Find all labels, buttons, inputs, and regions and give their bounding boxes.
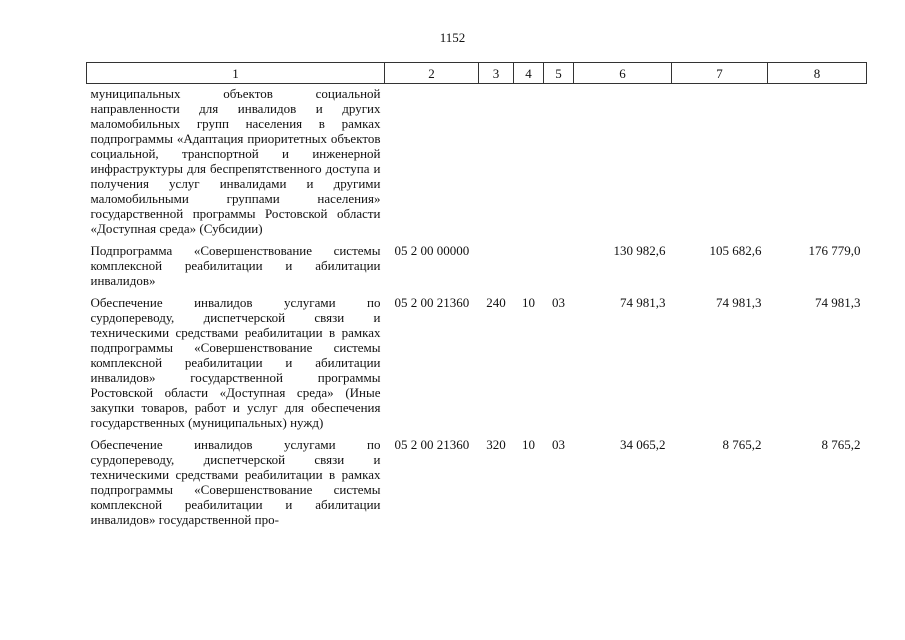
row-col6 (574, 84, 672, 244)
row-col7 (672, 84, 768, 244)
column-header: 3 (479, 63, 514, 84)
budget-table (86, 62, 867, 534)
row-col8: 74 981,3 (815, 295, 861, 310)
table-row (87, 84, 867, 244)
table-row (87, 437, 867, 534)
row-col6: 74 981,3 (620, 295, 666, 310)
column-header: 6 (574, 63, 672, 84)
row-code: 05 2 00 21360 (394, 295, 470, 310)
column-header: 2 (385, 63, 479, 84)
row-col7: 8 765,2 (722, 437, 762, 452)
table-header-row (87, 63, 867, 84)
row-code: 05 2 00 00000 (394, 243, 470, 258)
table-row (87, 295, 867, 437)
row-code (385, 84, 479, 244)
row-col3 (479, 84, 514, 244)
row-col5: 03 (552, 437, 565, 452)
row-col3: 320 (486, 437, 506, 452)
row-col4: 10 (522, 437, 535, 452)
row-col8 (768, 84, 867, 244)
row-col4 (514, 84, 544, 244)
row-col5 (544, 84, 574, 244)
row-col5: 03 (552, 295, 565, 310)
column-header: 7 (672, 63, 768, 84)
table-row (87, 243, 867, 295)
page-number: 1152 (439, 30, 466, 45)
row-col8: 176 779,0 (808, 243, 861, 258)
row-col7: 74 981,3 (716, 295, 762, 310)
row-col6: 34 065,2 (620, 437, 666, 452)
row-code: 05 2 00 21360 (394, 437, 470, 452)
row-col4: 10 (522, 295, 535, 310)
column-header: 5 (544, 63, 574, 84)
row-description: муниципальных объектов социальной направленности для инвалидов и других маломобильных групп населения в рамках подпрограммы «Адаптация приоритетных объектов социальной, транспортной и инженерной инфраструктуры для беспрепятственного доступа и получения услуг инвалидами и другими маломобильными группами населения» государственной программы Ростовской области «Доступная среда» (Субсидии) (90, 86, 381, 236)
row-description: Обеспечение инвалидов услугами по сурдопереводу, диспетчерской связи и техническими средствами реабилитации в рамках подпрограммы «Совершенствование системы комплексной реабилитации и абилитации инвалидов» государственной про- (90, 437, 381, 527)
row-description: Подпрограмма «Совершенствование системы комплексной реабилитации и абилитации инвалидов» (90, 243, 381, 288)
row-col4 (514, 243, 544, 295)
row-col5 (544, 243, 574, 295)
row-description: Обеспечение инвалидов услугами по сурдопереводу, диспетчерской связи и техническими средствами реабилитации в рамках подпрограммы «Совершенствование системы комплексной реабилитации и абилитации инвалидов» государственной программы Ростовской области «Доступная среда» (Иные закупки товаров, работ и услуг для обеспечения государственных (муниципальных) нужд) (90, 295, 381, 430)
column-header: 4 (514, 63, 544, 84)
row-col8: 8 765,2 (821, 437, 861, 452)
row-col3 (479, 243, 514, 295)
row-col3: 240 (486, 295, 506, 310)
row-col7: 105 682,6 (709, 243, 762, 258)
column-header: 1 (87, 63, 385, 84)
column-header: 8 (768, 63, 867, 84)
row-col6: 130 982,6 (613, 243, 666, 258)
